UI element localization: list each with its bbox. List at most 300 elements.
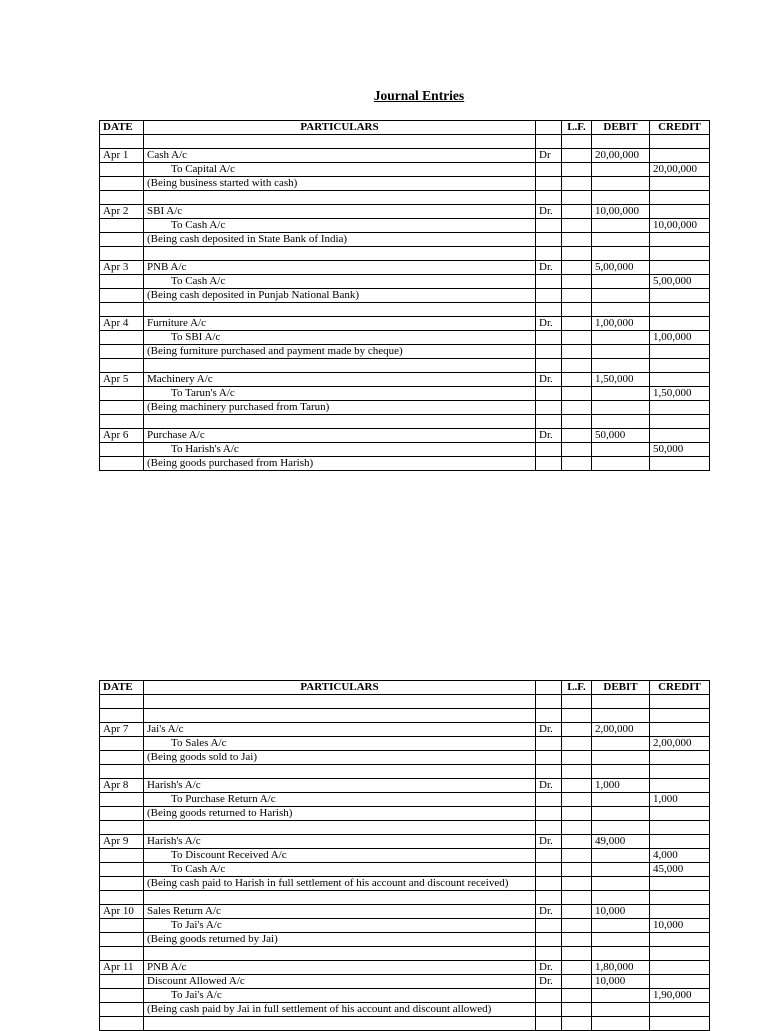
- cell-debit: 1,80,000: [592, 961, 650, 975]
- cell-particulars: [144, 709, 536, 723]
- cell-particulars: [144, 695, 536, 709]
- cell-dr: Dr.: [536, 373, 562, 387]
- cell-date: [100, 947, 144, 961]
- cell-credit: [650, 751, 710, 765]
- cell-date: [100, 219, 144, 233]
- journal-row: [100, 751, 710, 765]
- cell-particulars: (Being business started with cash): [144, 177, 536, 191]
- cell-debit: [592, 331, 650, 345]
- cell-credit: [650, 401, 710, 415]
- journal-row: [100, 415, 710, 429]
- cell-particulars: Discount Allowed A/c: [144, 975, 536, 989]
- cell-dr: [536, 891, 562, 905]
- cell-dr: Dr.: [536, 429, 562, 443]
- cell-lf: [562, 849, 592, 863]
- cell-date: [100, 163, 144, 177]
- journal-row: [100, 723, 710, 737]
- cell-debit: [592, 765, 650, 779]
- header-lf: L.F.: [562, 681, 592, 695]
- cell-credit: 20,00,000: [650, 163, 710, 177]
- journal-row: [100, 191, 710, 205]
- cell-lf: [562, 303, 592, 317]
- cell-lf: [562, 191, 592, 205]
- cell-date: Apr 2: [100, 205, 144, 219]
- cell-credit: [650, 247, 710, 261]
- header-row: [100, 121, 710, 135]
- cell-debit: [592, 989, 650, 1003]
- cell-debit: [592, 751, 650, 765]
- cell-particulars: Harish's A/c: [144, 835, 536, 849]
- cell-particulars: [144, 891, 536, 905]
- cell-debit: [592, 695, 650, 709]
- cell-credit: [650, 373, 710, 387]
- cell-particulars: Furniture A/c: [144, 317, 536, 331]
- cell-particulars: To Capital A/c: [144, 163, 536, 177]
- cell-lf: [562, 289, 592, 303]
- journal-row: [100, 247, 710, 261]
- cell-credit: [650, 947, 710, 961]
- cell-particulars: PNB A/c: [144, 961, 536, 975]
- header-particulars: PARTICULARS: [144, 681, 536, 695]
- cell-lf: [562, 219, 592, 233]
- cell-date: [100, 247, 144, 261]
- cell-debit: [592, 401, 650, 415]
- cell-debit: [592, 947, 650, 961]
- cell-particulars: [144, 415, 536, 429]
- journal-row: [100, 261, 710, 275]
- cell-dr: [536, 331, 562, 345]
- cell-credit: [650, 135, 710, 149]
- cell-particulars: To Purchase Return A/c: [144, 793, 536, 807]
- cell-lf: [562, 345, 592, 359]
- cell-credit: [650, 905, 710, 919]
- cell-particulars: [144, 947, 536, 961]
- cell-dr: Dr.: [536, 835, 562, 849]
- cell-debit: [592, 891, 650, 905]
- cell-credit: 10,00,000: [650, 219, 710, 233]
- cell-dr: [536, 401, 562, 415]
- cell-credit: [650, 1003, 710, 1017]
- cell-particulars: Harish's A/c: [144, 779, 536, 793]
- journal-row: [100, 303, 710, 317]
- journal-row: [100, 219, 710, 233]
- cell-date: [100, 933, 144, 947]
- journal-row: [100, 933, 710, 947]
- cell-debit: [592, 387, 650, 401]
- cell-date: [100, 765, 144, 779]
- journal-row: [100, 443, 710, 457]
- cell-dr: Dr.: [536, 317, 562, 331]
- cell-debit: [592, 163, 650, 177]
- cell-date: [100, 401, 144, 415]
- cell-credit: [650, 289, 710, 303]
- cell-dr: Dr.: [536, 975, 562, 989]
- cell-lf: [562, 723, 592, 737]
- cell-date: [100, 415, 144, 429]
- header-credit: CREDIT: [650, 121, 710, 135]
- cell-particulars: (Being cash deposited in Punjab National Bank): [144, 289, 536, 303]
- cell-debit: [592, 219, 650, 233]
- page-title: Journal Entries: [373, 88, 465, 103]
- cell-credit: [650, 695, 710, 709]
- cell-lf: [562, 415, 592, 429]
- journal-row: [100, 947, 710, 961]
- journal-row: [100, 317, 710, 331]
- cell-debit: [592, 1003, 650, 1017]
- cell-credit: [650, 205, 710, 219]
- cell-lf: [562, 765, 592, 779]
- cell-particulars: [144, 359, 536, 373]
- header-lf: L.F.: [562, 121, 592, 135]
- header-date: DATE: [100, 681, 144, 695]
- cell-credit: [650, 429, 710, 443]
- cell-particulars: Purchase A/c: [144, 429, 536, 443]
- cell-dr: Dr.: [536, 205, 562, 219]
- cell-dr: [536, 849, 562, 863]
- cell-debit: 10,000: [592, 905, 650, 919]
- cell-lf: [562, 751, 592, 765]
- cell-credit: [650, 975, 710, 989]
- cell-credit: [650, 415, 710, 429]
- cell-dr: [536, 233, 562, 247]
- cell-dr: [536, 359, 562, 373]
- header-row: [100, 681, 710, 695]
- journal-row: [100, 387, 710, 401]
- journal-row: [100, 233, 710, 247]
- cell-lf: [562, 863, 592, 877]
- cell-lf: [562, 989, 592, 1003]
- journal-row: [100, 709, 710, 723]
- journal-row: [100, 331, 710, 345]
- journal-row: [100, 373, 710, 387]
- cell-dr: [536, 821, 562, 835]
- cell-dr: [536, 933, 562, 947]
- cell-dr: [536, 191, 562, 205]
- cell-debit: [592, 275, 650, 289]
- cell-particulars: [144, 191, 536, 205]
- cell-particulars: (Being furniture purchased and payment made by cheque): [144, 345, 536, 359]
- cell-credit: 1,00,000: [650, 331, 710, 345]
- cell-credit: [650, 821, 710, 835]
- header-dr: [536, 681, 562, 695]
- cell-credit: [650, 765, 710, 779]
- journal-row: [100, 905, 710, 919]
- cell-particulars: To Jai's A/c: [144, 989, 536, 1003]
- cell-lf: [562, 359, 592, 373]
- cell-credit: [650, 891, 710, 905]
- journal-table-1: [99, 120, 710, 471]
- cell-dr: [536, 443, 562, 457]
- cell-date: Apr 10: [100, 905, 144, 919]
- journal-row: [100, 695, 710, 709]
- cell-date: [100, 275, 144, 289]
- cell-particulars: To SBI A/c: [144, 331, 536, 345]
- journal-row: [100, 289, 710, 303]
- journal-row: [100, 793, 710, 807]
- cell-dr: [536, 1003, 562, 1017]
- cell-lf: [562, 737, 592, 751]
- cell-date: Apr 9: [100, 835, 144, 849]
- cell-debit: 50,000: [592, 429, 650, 443]
- cell-particulars: Cash A/c: [144, 149, 536, 163]
- cell-date: [100, 303, 144, 317]
- cell-credit: 1,90,000: [650, 989, 710, 1003]
- cell-dr: [536, 709, 562, 723]
- journal-row: [100, 835, 710, 849]
- journal-body-2: [100, 695, 710, 1031]
- cell-lf: [562, 975, 592, 989]
- cell-credit: [650, 233, 710, 247]
- cell-lf: [562, 835, 592, 849]
- cell-credit: [650, 779, 710, 793]
- cell-debit: [592, 919, 650, 933]
- cell-lf: [562, 429, 592, 443]
- cell-dr: [536, 695, 562, 709]
- cell-lf: [562, 331, 592, 345]
- cell-credit: [650, 345, 710, 359]
- cell-credit: [650, 303, 710, 317]
- cell-particulars: (Being goods returned to Harish): [144, 807, 536, 821]
- cell-lf: [562, 163, 592, 177]
- header-particulars: PARTICULARS: [144, 121, 536, 135]
- cell-lf: [562, 793, 592, 807]
- cell-credit: [650, 359, 710, 373]
- cell-date: [100, 359, 144, 373]
- cell-dr: [536, 345, 562, 359]
- cell-date: [100, 191, 144, 205]
- cell-debit: [592, 359, 650, 373]
- cell-credit: [650, 877, 710, 891]
- cell-credit: [650, 457, 710, 471]
- cell-particulars: To Jai's A/c: [144, 919, 536, 933]
- cell-date: Apr 5: [100, 373, 144, 387]
- cell-credit: [650, 723, 710, 737]
- cell-date: Apr 3: [100, 261, 144, 275]
- journal-row: [100, 919, 710, 933]
- cell-dr: Dr.: [536, 261, 562, 275]
- cell-particulars: Jai's A/c: [144, 723, 536, 737]
- cell-date: [100, 863, 144, 877]
- journal-row: [100, 961, 710, 975]
- cell-particulars: (Being goods purchased from Harish): [144, 457, 536, 471]
- cell-particulars: [144, 135, 536, 149]
- journal-row: [100, 779, 710, 793]
- cell-lf: [562, 457, 592, 471]
- header-date: DATE: [100, 121, 144, 135]
- cell-lf: [562, 177, 592, 191]
- cell-debit: 1,000: [592, 779, 650, 793]
- cell-lf: [562, 807, 592, 821]
- cell-debit: [592, 821, 650, 835]
- cell-debit: 1,00,000: [592, 317, 650, 331]
- journal-row: [100, 149, 710, 163]
- cell-date: [100, 737, 144, 751]
- cell-date: Apr 4: [100, 317, 144, 331]
- cell-lf: [562, 961, 592, 975]
- cell-particulars: To Discount Received A/c: [144, 849, 536, 863]
- journal-row: [100, 177, 710, 191]
- cell-lf: [562, 709, 592, 723]
- cell-particulars: SBI A/c: [144, 205, 536, 219]
- journal-row: [100, 429, 710, 443]
- cell-dr: [536, 247, 562, 261]
- cell-debit: [592, 443, 650, 457]
- cell-particulars: To Cash A/c: [144, 275, 536, 289]
- cell-credit: 5,00,000: [650, 275, 710, 289]
- cell-dr: [536, 457, 562, 471]
- cell-debit: 10,000: [592, 975, 650, 989]
- cell-debit: 20,00,000: [592, 149, 650, 163]
- journal-row: [100, 863, 710, 877]
- cell-debit: [592, 863, 650, 877]
- cell-lf: [562, 919, 592, 933]
- journal-row: [100, 163, 710, 177]
- cell-particulars: [144, 303, 536, 317]
- cell-date: [100, 177, 144, 191]
- journal-row: [100, 275, 710, 289]
- cell-dr: [536, 863, 562, 877]
- cell-lf: [562, 135, 592, 149]
- header-credit: CREDIT: [650, 681, 710, 695]
- cell-lf: [562, 891, 592, 905]
- cell-credit: 50,000: [650, 443, 710, 457]
- cell-debit: [592, 457, 650, 471]
- cell-dr: [536, 415, 562, 429]
- cell-credit: 1,000: [650, 793, 710, 807]
- journal-table-2: [99, 680, 710, 1031]
- journal-row: [100, 849, 710, 863]
- cell-date: [100, 345, 144, 359]
- cell-dr: [536, 219, 562, 233]
- cell-dr: [536, 807, 562, 821]
- journal-row: [100, 765, 710, 779]
- cell-credit: [650, 177, 710, 191]
- header-debit: DEBIT: [592, 121, 650, 135]
- cell-credit: 1,50,000: [650, 387, 710, 401]
- cell-particulars: To Sales A/c: [144, 737, 536, 751]
- cell-lf: [562, 373, 592, 387]
- cell-dr: [536, 737, 562, 751]
- cell-date: [100, 233, 144, 247]
- cell-dr: Dr.: [536, 905, 562, 919]
- cell-particulars: [144, 765, 536, 779]
- cell-lf: [562, 695, 592, 709]
- cell-lf: [562, 275, 592, 289]
- cell-lf: [562, 233, 592, 247]
- cell-lf: [562, 247, 592, 261]
- cell-lf: [562, 261, 592, 275]
- cell-dr: [536, 387, 562, 401]
- cell-credit: [650, 709, 710, 723]
- cell-dr: [536, 163, 562, 177]
- cell-particulars: (Being cash deposited in State Bank of India): [144, 233, 536, 247]
- cell-dr: Dr.: [536, 723, 562, 737]
- header-dr: [536, 121, 562, 135]
- journal-row: [100, 457, 710, 471]
- cell-particulars: To Cash A/c: [144, 863, 536, 877]
- cell-dr: [536, 919, 562, 933]
- cell-lf: [562, 387, 592, 401]
- cell-particulars: Sales Return A/c: [144, 905, 536, 919]
- cell-particulars: [144, 247, 536, 261]
- cell-debit: 1,50,000: [592, 373, 650, 387]
- cell-debit: [592, 247, 650, 261]
- cell-date: [100, 1003, 144, 1017]
- cell-date: [100, 807, 144, 821]
- cell-particulars: To Harish's A/c: [144, 443, 536, 457]
- cell-date: Apr 1: [100, 149, 144, 163]
- cell-credit: [650, 317, 710, 331]
- cell-lf: [562, 149, 592, 163]
- journal-row: [100, 205, 710, 219]
- cell-date: [100, 891, 144, 905]
- cell-date: [100, 919, 144, 933]
- journal-row: [100, 1003, 710, 1017]
- journal-row: [100, 891, 710, 905]
- cell-dr: [536, 303, 562, 317]
- cell-dr: [536, 989, 562, 1003]
- cell-debit: 10,00,000: [592, 205, 650, 219]
- cell-debit: [592, 191, 650, 205]
- cell-debit: [592, 709, 650, 723]
- cell-date: [100, 793, 144, 807]
- cell-date: [100, 331, 144, 345]
- header-debit: DEBIT: [592, 681, 650, 695]
- cell-lf: [562, 947, 592, 961]
- cell-particulars: (Being goods sold to Jai): [144, 751, 536, 765]
- cell-date: [100, 457, 144, 471]
- cell-particulars: PNB A/c: [144, 261, 536, 275]
- cell-credit: 45,000: [650, 863, 710, 877]
- cell-credit: [650, 835, 710, 849]
- cell-date: Apr 11: [100, 961, 144, 975]
- cell-debit: [592, 849, 650, 863]
- cell-particulars: [144, 821, 536, 835]
- cell-lf: [562, 821, 592, 835]
- cell-date: [100, 849, 144, 863]
- cell-debit: 5,00,000: [592, 261, 650, 275]
- cell-date: [100, 709, 144, 723]
- cell-particulars: Machinery A/c: [144, 373, 536, 387]
- cell-lf: [562, 205, 592, 219]
- cell-dr: [536, 177, 562, 191]
- cell-date: [100, 751, 144, 765]
- cell-credit: [650, 807, 710, 821]
- journal-body-1: [100, 135, 710, 471]
- cell-debit: [592, 303, 650, 317]
- cell-debit: [592, 737, 650, 751]
- cell-dr: [536, 793, 562, 807]
- cell-date: Apr 8: [100, 779, 144, 793]
- cell-date: [100, 695, 144, 709]
- cell-date: [100, 443, 144, 457]
- cell-debit: [592, 177, 650, 191]
- cell-debit: [592, 345, 650, 359]
- cell-lf: [562, 1003, 592, 1017]
- journal-row: [100, 737, 710, 751]
- cell-debit: [592, 807, 650, 821]
- cell-dr: [536, 289, 562, 303]
- cell-date: Apr 6: [100, 429, 144, 443]
- cell-lf: [562, 443, 592, 457]
- cell-debit: [592, 289, 650, 303]
- cell-dr: [536, 877, 562, 891]
- cell-particulars: To Cash A/c: [144, 219, 536, 233]
- journal-row: [100, 821, 710, 835]
- cell-particulars: (Being cash paid by Jai in full settlement of his account and discount allowed): [144, 1003, 536, 1017]
- cell-date: Apr 7: [100, 723, 144, 737]
- cell-debit: 2,00,000: [592, 723, 650, 737]
